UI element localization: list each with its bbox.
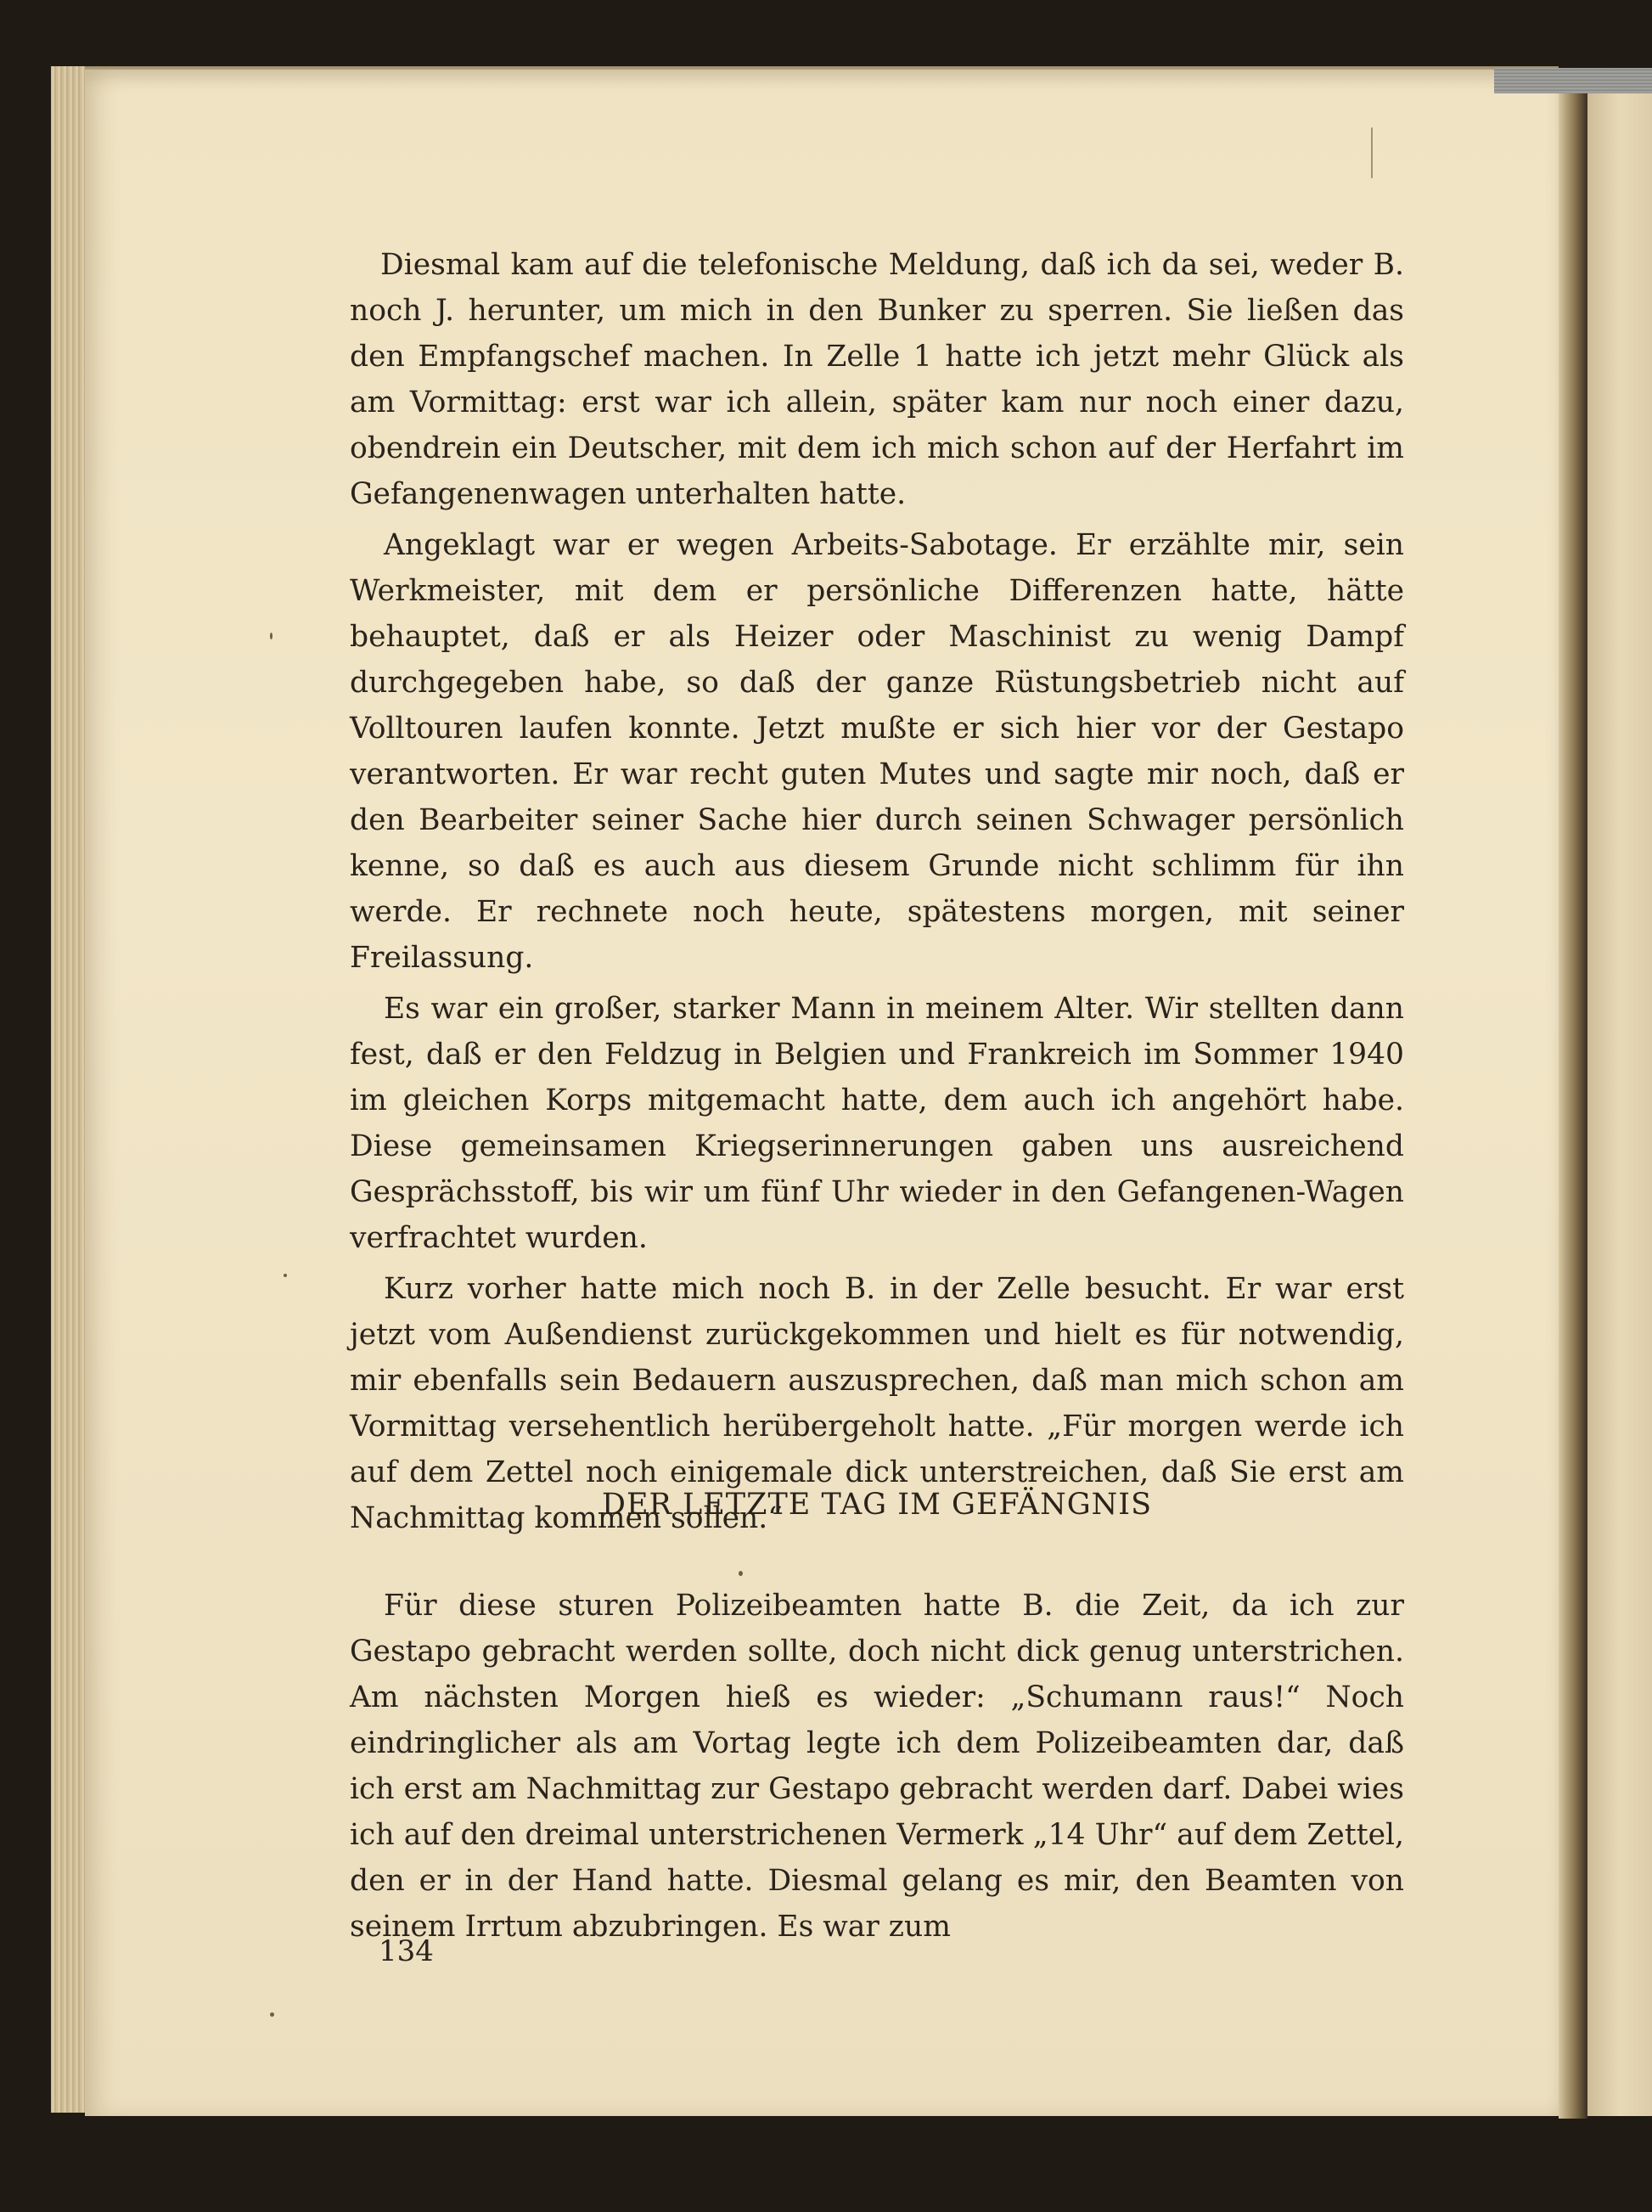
paragraph: Für diese sturen Polizeibeamten hatte B. die Zeit, da ich zur Gestapo gebracht werden sollte, doch nicht dick genug unterstrichen. Am nächsten Morgen hieß es wieder: „Schumann raus!“ Noch eindringlicher als am Vortag legte ich dem Polizeibeamten dar, daß ich erst am Nachmittag zur Gestapo gebracht werden darf. Dabei wies ich auf den dreimal unterstrichenen Vermerk „14 Uhr“ auf dem Zettel, den er in der Hand hatte. Diesmal gelang es mir, den Beamten von seinem Irrtum abzubringen. Es war zum [350,1589,1404,1944]
paragraph: Kurz vorher hatte mich noch B. in der Zelle besucht. Er war erst jetzt vom Außendienst zurückgekommen und hielt es für notwendig, mir ebenfalls sein Bedauern auszusprechen, daß man mich schon am Vormittag versehentlich herübergeholt hatte. „Für morgen werde ich auf dem Zettel noch einigemale dick unterstreichen, daß Sie erst am Nachmittag kommen sollen.“ [350,1272,1404,1535]
paragraph: Diesmal kam auf die telefonische Meldung, daß ich da sei, weder B. noch J. herunter, um mich in den Bunker zu sperren. Sie ließen das den Empfangschef machen. In Zelle 1 hatte ich jetzt mehr Glück als am Vormittag: erst war ich allein, später kam nur noch einer dazu, obendrein ein Deutscher, mit dem ich mich schon auf der Herfahrt im Gefangenenwagen unterhalten hatte. [350,248,1404,511]
binding-cloth [1494,68,1652,93]
facing-page-edge [1587,78,1652,2116]
page-number: 134 [379,1934,434,1968]
paper-speck [739,1571,743,1576]
body-text-section-2 [350,1583,1404,1950]
paper-speck [1371,127,1373,178]
paper-speck [270,633,273,639]
book-gutter [1559,89,1587,2119]
body-text-section-1 [350,242,1404,1541]
paper-speck [284,1274,287,1277]
paragraph: Es war ein großer, starker Mann in meinem Alter. Wir stellten dann fest, daß er den Feldzug in Belgien und Frankreich im Sommer 1940 im gleichen Korps mitgemacht hatte, dem auch ich angehört habe. Diese gemeinsamen Kriegserinnerungen gaben uns ausreichend Gesprächsstoff, bis wir um fünf Uhr wieder in den Gefangenen-Wagen verfrachtet wurden. [350,992,1404,1255]
paper-speck [270,2012,274,2017]
chapter-heading: DER LETZTE TAG IM GEFÄNGNIS [601,1488,1153,1522]
paragraph: Angeklagt war er wegen Arbeits-Sabotage. Er erzählte mir, sein Werkmeister, mit dem er persönliche Differenzen hatte, hätte behauptet, daß er als Heizer oder Maschinist zu wenig Dampf durchgegeben habe, so daß der ganze Rüstungsbetrieb nicht auf Volltouren laufen konnte. Jetzt mußte er sich hier vor der Gestapo verantworten. Er war recht guten Mutes und sagte mir noch, daß er den Bearbeiter seiner Sache hier durch seinen Schwager persönlich kenne, so daß es auch aus diesem Grunde nicht schlimm für ihn werde. Er rechnete noch heute, spätestens morgen, mit seiner Freilassung. [350,528,1404,975]
